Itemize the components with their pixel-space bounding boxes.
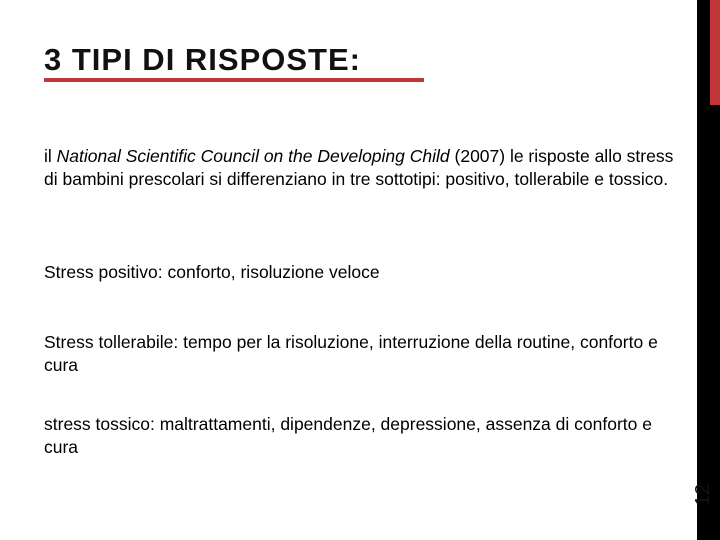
side-accent-bar [710, 0, 720, 105]
slide-number: 12 [692, 483, 714, 506]
slide-title: 3 TIPI DI RISPOSTE: [44, 42, 361, 77]
paragraph-intro-rest: (2007) le risposte allo stress di bambini prescolari si differenziano in tre sottotipi: positivo, tollerabile e tossico. [44, 146, 674, 189]
title-underline [44, 78, 424, 82]
paragraph-intro-lead: il [44, 146, 57, 166]
paragraph-tolerable-stress: Stress tollerabile: tempo per la risoluzione, interruzione della routine, conforto e cura [44, 332, 658, 375]
paragraph-toxic-stress: stress tossico: maltrattamenti, dipendenze, depressione, assenza di conforto e cura [44, 414, 652, 457]
paragraph-intro-italic: National Scientific Council on the Developing Child [56, 146, 450, 166]
paragraph-positive-stress: Stress positivo: conforto, risoluzione veloce [44, 262, 380, 282]
paragraph-intro [44, 145, 684, 191]
